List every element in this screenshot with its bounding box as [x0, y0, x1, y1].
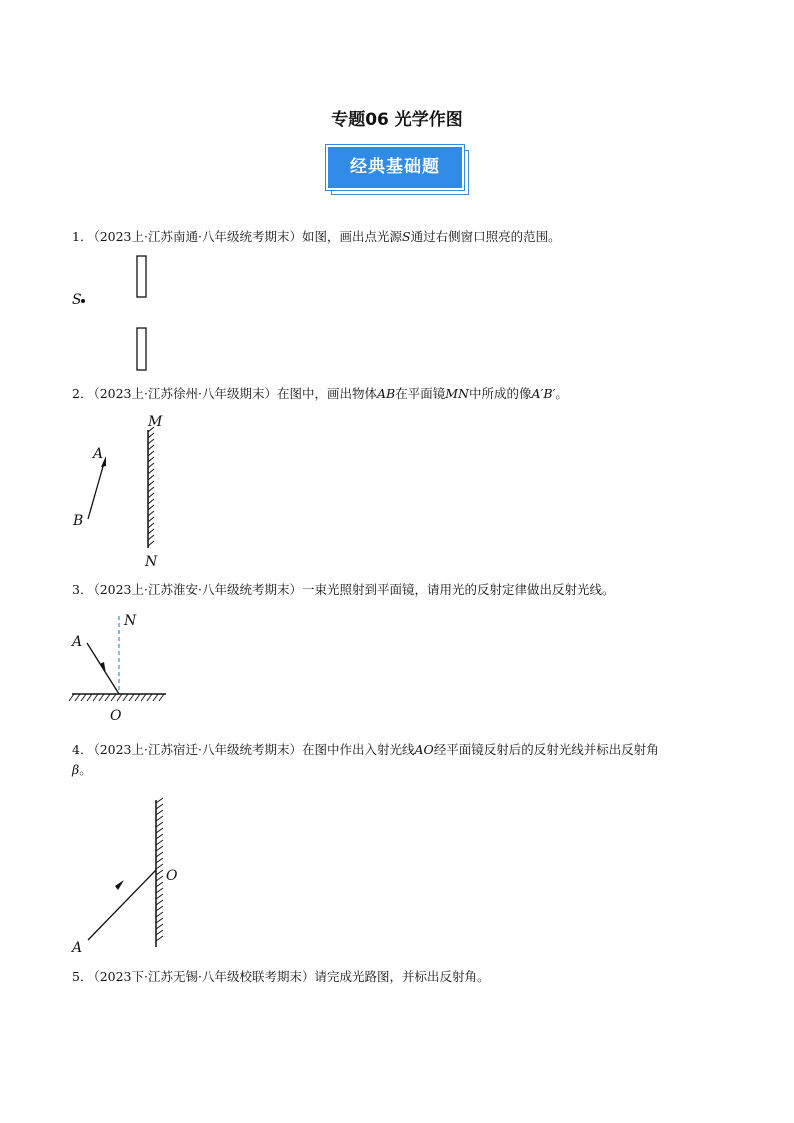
page-title: 专题06 光学作图 [331, 110, 463, 130]
hatch-line [156, 858, 163, 863]
question-symbol: S [401, 229, 411, 244]
question-number: 2． [72, 386, 93, 401]
question-text: 在图中，画出物体 [276, 386, 377, 401]
incident-ray-ao [88, 870, 156, 940]
label-o: O [110, 708, 122, 724]
question-number: 5． [72, 969, 93, 984]
label-n: N [145, 554, 158, 570]
hatch-line [156, 876, 163, 881]
question-text: 请完成光路图，并标出反射角。 [314, 969, 490, 984]
hatch-line [156, 840, 163, 845]
question-text: 经平面镜反射后的反射光线并标出反射角 [433, 742, 659, 757]
label-o: O [166, 868, 178, 884]
question-text: 在平面镜 [395, 386, 446, 401]
question-5 [72, 967, 732, 987]
question-source: （2023上·江苏淮安·八年级统考期末） [93, 582, 302, 597]
hatch-line [156, 834, 163, 839]
hatch-line [156, 888, 163, 893]
hatch-line [156, 936, 163, 941]
label-m: M [148, 414, 163, 430]
hatch-line [156, 828, 163, 833]
question-symbol: AB [376, 386, 396, 401]
question-text: 中所成的像 [468, 386, 532, 401]
question-number: 1． [72, 229, 93, 244]
question-symbol: AO [414, 742, 434, 757]
hatch-line [156, 864, 163, 869]
question-number: 4． [72, 742, 93, 757]
hatch-line [156, 924, 163, 929]
question-symbol: MN [445, 386, 469, 401]
hatch-line [156, 822, 163, 827]
hatch-line [156, 912, 163, 917]
hatch-line [156, 810, 163, 815]
hatch-line [156, 930, 163, 935]
hatch-line [156, 804, 163, 809]
label-s: S [72, 292, 82, 308]
hatch-line [156, 852, 163, 857]
question-source: （2023上·江苏徐州·八年级期末） [93, 386, 277, 401]
hatch-line [156, 900, 163, 905]
hatch-line [156, 846, 163, 851]
question-text: 通过右侧窗口照亮的范围。 [410, 229, 561, 244]
hatch-line [156, 870, 163, 875]
hatch-line [156, 918, 163, 923]
question-source: （2023上·江苏宿迁·八年级统考期末） [93, 742, 302, 757]
hatch-line [156, 816, 163, 821]
question-number: 3． [72, 582, 93, 597]
question-source: （2023下·江苏无锡·八年级校联考期末） [93, 969, 315, 984]
mirror-hatching [156, 798, 163, 941]
label-b: B [73, 513, 84, 529]
question-text: 。 [555, 386, 568, 401]
question-text: 一束光照射到平面镜，请用光的反射定律做出反射光线。 [301, 582, 615, 597]
question-text: 在图中作出入射光线 [301, 742, 415, 757]
question-text: 。 [79, 762, 92, 777]
ray-arrowhead [115, 880, 124, 890]
badge-label: 经典基础题 [326, 145, 464, 190]
question-symbol: A′B′ [531, 386, 556, 401]
question-symbol: β [72, 762, 80, 777]
question-source: （2023上·江苏南通·八年级统考期末） [93, 229, 302, 244]
label-a: A [72, 940, 83, 956]
label-n: N [124, 613, 137, 629]
hatch-line [156, 798, 163, 803]
hatch-line [156, 894, 163, 899]
label-a: A [93, 446, 104, 462]
question-text: 如图，画出点光源 [301, 229, 402, 244]
label-a: A [72, 634, 83, 650]
hatch-line [156, 906, 163, 911]
hatch-line [156, 882, 163, 887]
